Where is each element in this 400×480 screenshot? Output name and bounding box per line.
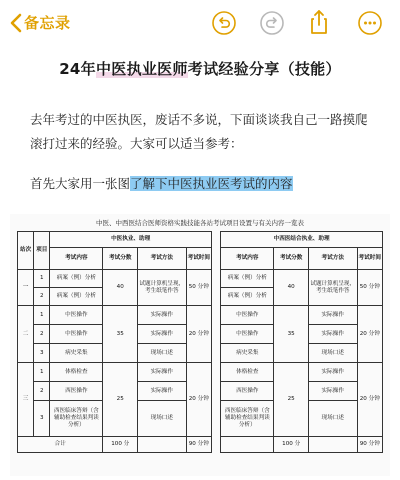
group-header-tcm: 中医执业、助理 [50,232,212,248]
header-time: 考试时间 [357,248,383,270]
spacer [212,232,221,453]
table-cell: 100 分 [103,437,138,453]
table-cell: 50 分钟 [186,270,211,306]
para2-highlight: 了解下中医执业医考试的内容 [130,176,293,191]
table-cell: 实际操作 [309,382,358,401]
header-score: 考试分数 [103,248,138,270]
title-highlight: 中医执业医师 [95,60,188,78]
para2-prefix: 首先大家用一张图 [30,176,131,191]
title-suffix: 考试经验分享（技能） [187,60,341,78]
table-cell: 40 [103,270,138,306]
item-number: 2 [34,325,50,344]
top-nav-bar [0,0,400,46]
table-cell: 实际操作 [138,325,187,344]
group-header-integrated: 中西医结合执业、助理 [221,232,383,248]
table-cell [138,437,187,453]
table-cell: 实际操作 [138,306,187,325]
item-number: 1 [34,270,50,288]
header-method: 考试方法 [309,248,358,270]
back-label: 备忘录 [24,14,71,32]
table-cell: 现场口述 [309,344,358,363]
table-cell: 实际操作 [309,306,358,325]
second-paragraph [30,172,378,196]
share-button[interactable] [306,8,332,34]
item-number: 1 [34,363,50,382]
table-cell: 中医操作 [50,325,103,344]
table-cell [221,437,274,453]
table-cell: 中医操作 [221,325,274,344]
table-cell: 35 [274,306,309,363]
total-label: 合计 [18,437,103,453]
more-icon [357,10,383,36]
title-prefix: 24年 [59,60,96,78]
table-cell: 体格检查 [50,363,103,382]
item-number: 3 [34,401,50,437]
table-cell: 20 分钟 [357,363,383,437]
header-time: 考试时间 [186,248,211,270]
table-cell: 40 [274,270,309,306]
table-cell: 体格检查 [221,363,274,382]
redo-icon [259,10,285,36]
redo-button[interactable] [259,10,285,36]
table-cell: 实际操作 [309,363,358,382]
station-number: 三 [18,363,34,437]
table-cell: 20 分钟 [357,306,383,363]
chevron-left-icon [10,13,22,33]
header-station: 站次 [18,232,34,270]
undo-icon [211,10,237,36]
item-number: 2 [34,288,50,306]
table-cell: 现场口述 [138,344,187,363]
table-cell: 90 分钟 [357,437,383,453]
table-cell: 试题计算机呈现，考生纸笔作答 [309,270,358,306]
table-cell: 100 分 [274,437,309,453]
table-cell: 试题计算机呈现，考生纸笔作答 [138,270,187,306]
back-button[interactable] [10,12,71,33]
station-number: 二 [18,306,34,363]
exam-table-image [10,214,390,476]
station-number: 一 [18,270,34,306]
table-cell: 西医操作 [221,382,274,401]
table-cell: 50 分钟 [357,270,383,306]
table-cell: 病案（例）分析 [221,288,274,306]
table-cell: 西医临床答辩（含辅助检查结果判读分析） [221,401,274,437]
table-cell: 35 [103,306,138,363]
table-cell: 20 分钟 [186,306,211,363]
table-cell: 90 分钟 [186,437,211,453]
table-cell: 病案（例）分析 [221,270,274,288]
table-cell: 西医操作 [50,382,103,401]
table-cell: 20 分钟 [186,363,211,437]
item-number: 2 [34,382,50,401]
note-title [0,58,400,79]
exam-table [17,231,383,453]
intro-paragraph: 去年考过的中医执医，废话不多说，下面谈谈我自己一路摸爬滚打过来的经验。大家可以适当参考： [30,112,368,151]
share-icon [306,8,332,36]
table-cell: 病史采集 [50,344,103,363]
header-content: 考试内容 [221,248,274,270]
table-cell: 实际操作 [138,363,187,382]
table-cell: 现场口述 [309,401,358,437]
item-number: 3 [34,344,50,363]
table-cell: 中医操作 [50,306,103,325]
undo-button[interactable] [211,10,237,36]
more-button[interactable] [357,10,383,36]
table-caption: 中医、中西医结合医师资格实践技能各站考试项目设置与有关内容一览表 [96,219,304,227]
header-item: 项目 [34,232,50,270]
table-cell: 病史采集 [221,344,274,363]
header-method: 考试方法 [138,248,187,270]
header-content: 考试内容 [50,248,103,270]
table-cell: 中医操作 [221,306,274,325]
table-cell: 现场口述 [138,401,187,437]
item-number: 1 [34,306,50,325]
table-cell: 西医临床答辩（含辅助检查结果判读分析） [50,401,103,437]
table-cell: 实际操作 [138,382,187,401]
table-cell: 25 [103,363,138,437]
table-cell: 病案（例）分析 [50,270,103,288]
header-score: 考试分数 [274,248,309,270]
table-cell: 实际操作 [309,325,358,344]
table-cell: 病案（例）分析 [50,288,103,306]
table-cell [309,437,358,453]
table-cell: 25 [274,363,309,437]
